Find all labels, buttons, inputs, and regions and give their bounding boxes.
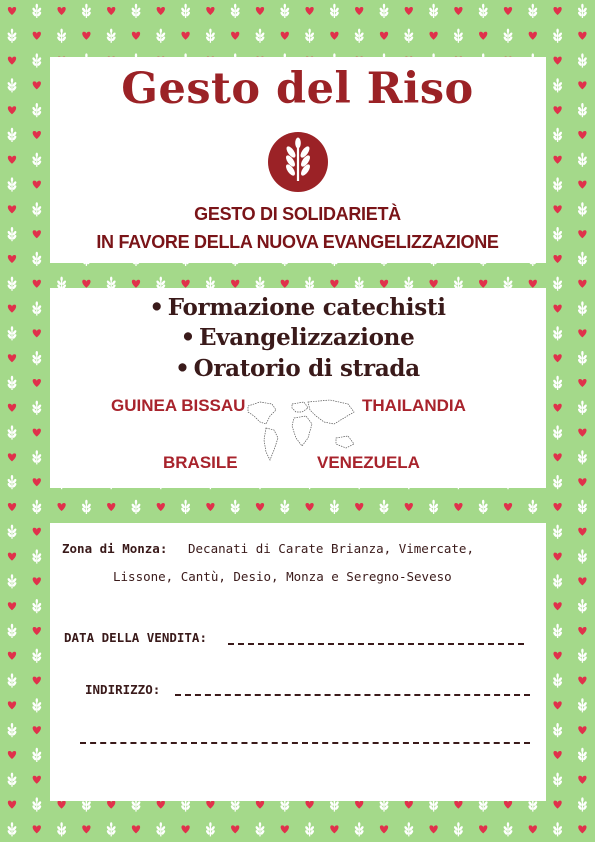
wheat-icon [57, 822, 67, 836]
wheat-icon [305, 29, 315, 43]
heart-icon [33, 726, 41, 734]
heart-icon [8, 156, 16, 164]
heart-icon [578, 429, 586, 437]
wheat-icon [553, 277, 563, 291]
subtitle-line-2: IN FAVORE DELLA NUOVA EVANGELIZZAZIONE [96, 232, 499, 252]
address-extra-line[interactable] [80, 742, 530, 744]
wheat-icon [453, 822, 463, 836]
wheat-icon [7, 525, 17, 539]
project-item [0, 324, 595, 351]
heart-icon [454, 801, 462, 809]
heart-icon [181, 32, 189, 40]
wheat-icon [32, 599, 42, 613]
heart-icon [578, 32, 586, 40]
heart-icon [553, 602, 561, 610]
wheat-icon [156, 822, 166, 836]
wheat-icon [181, 500, 191, 514]
heart-icon [578, 726, 586, 734]
wheat-icon [230, 500, 240, 514]
wheat-icon [577, 797, 587, 811]
wheat-icon [577, 599, 587, 613]
address-field-line[interactable] [175, 694, 530, 696]
wheat-icon [429, 4, 439, 18]
wheat-icon [379, 500, 389, 514]
heart-icon [8, 255, 16, 263]
heart-icon [578, 825, 586, 833]
heart-icon [256, 801, 264, 809]
heart-icon [553, 701, 561, 709]
wheat-icon [553, 822, 563, 836]
heart-icon [355, 801, 363, 809]
heart-icon [157, 503, 165, 511]
heart-icon [206, 801, 214, 809]
heart-icon [330, 280, 338, 288]
heart-icon [578, 478, 586, 486]
project-item [0, 355, 595, 382]
wheat-icon [255, 822, 265, 836]
heart-icon [429, 280, 437, 288]
wheat-icon [354, 29, 364, 43]
wheat-icon [305, 822, 315, 836]
address-label: INDIRIZZO: [85, 682, 161, 697]
date-field-line[interactable] [228, 643, 524, 645]
zone-value-line-1: Decanati di Carate Brianza, Vimercate, [188, 541, 474, 556]
heart-icon [8, 553, 16, 561]
heart-icon [454, 503, 462, 511]
heart-icon [132, 280, 140, 288]
heart-icon [553, 255, 561, 263]
heart-icon [504, 801, 512, 809]
wheat-icon [553, 177, 563, 191]
heart-icon [305, 7, 313, 15]
heart-icon [107, 7, 115, 15]
subtitle-line-1: GESTO DI SOLIDARIETÀ [194, 204, 401, 224]
wheat-icon [379, 4, 389, 18]
wheat-icon [7, 822, 17, 836]
wheat-icon [32, 450, 42, 464]
heart-icon [57, 7, 65, 15]
wheat-icon [32, 252, 42, 266]
wheat-icon [553, 723, 563, 737]
heart-icon [380, 825, 388, 833]
heart-icon [429, 32, 437, 40]
heart-icon [553, 503, 561, 511]
zone-label: Zona di Monza: [62, 541, 168, 556]
heart-icon [8, 503, 16, 511]
wheat-icon [7, 177, 17, 191]
wheat-icon [577, 450, 587, 464]
heart-icon [305, 801, 313, 809]
wheat-icon [7, 29, 17, 43]
heart-icon [529, 280, 537, 288]
heart-icon [157, 801, 165, 809]
heart-icon [33, 627, 41, 635]
wheat-icon [453, 29, 463, 43]
heart-icon [33, 677, 41, 685]
heart-icon [330, 825, 338, 833]
heart-icon [132, 32, 140, 40]
heart-icon [33, 825, 41, 833]
wheat-icon [32, 4, 42, 18]
heart-icon [33, 280, 41, 288]
wheat-icon [404, 29, 414, 43]
heart-icon [82, 825, 90, 833]
heart-icon [479, 32, 487, 40]
heart-icon [405, 7, 413, 15]
wheat-icon [404, 822, 414, 836]
heart-icon [454, 7, 462, 15]
wheat-icon [32, 797, 42, 811]
wheat-icon [81, 4, 91, 18]
bullet-dot: • [149, 294, 164, 321]
project-item-label: Oratorio di strada [193, 355, 420, 382]
project-item [0, 294, 595, 321]
bullet-dot: • [175, 355, 190, 382]
heart-icon [57, 503, 65, 511]
wheat-icon [7, 425, 17, 439]
heart-icon [231, 280, 239, 288]
wheat-icon [205, 29, 215, 43]
heart-icon [231, 825, 239, 833]
wheat-icon [32, 500, 42, 514]
heart-icon [256, 7, 264, 15]
form-panel [50, 523, 546, 801]
country-label: GUINEA BISSAU [111, 396, 246, 415]
wheat-icon [577, 698, 587, 712]
heart-icon [33, 528, 41, 536]
heart-icon [578, 577, 586, 585]
wheat-icon [528, 500, 538, 514]
heart-icon [281, 32, 289, 40]
wheat-icon [553, 673, 563, 687]
heart-icon [206, 503, 214, 511]
heart-icon [57, 801, 65, 809]
heart-icon [405, 801, 413, 809]
heart-icon [281, 280, 289, 288]
wheat-icon [7, 673, 17, 687]
wheat-icon [181, 4, 191, 18]
wheat-icon [32, 748, 42, 762]
wheat-icon [7, 723, 17, 737]
wheat-icon [577, 500, 587, 514]
heart-icon [8, 652, 16, 660]
wheat-icon [553, 525, 563, 539]
heart-icon [8, 7, 16, 15]
country-label: BRASILE [163, 453, 238, 472]
wheat-icon [280, 4, 290, 18]
wheat-icon [577, 549, 587, 563]
wheat-icon [7, 277, 17, 291]
wheat-icon [32, 401, 42, 415]
heart-icon [8, 404, 16, 412]
wheat-icon [7, 624, 17, 638]
wheat-icon [503, 822, 513, 836]
wheat-icon [553, 425, 563, 439]
heart-icon [578, 280, 586, 288]
heart-icon [553, 453, 561, 461]
heart-icon [553, 751, 561, 759]
heart-icon [82, 32, 90, 40]
heart-icon [8, 602, 16, 610]
heart-icon [355, 503, 363, 511]
heart-icon [529, 825, 537, 833]
heart-icon [181, 280, 189, 288]
wheat-icon [553, 29, 563, 43]
heart-icon [578, 627, 586, 635]
wheat-icon [57, 29, 67, 43]
heart-icon [33, 478, 41, 486]
heart-icon [578, 181, 586, 189]
heart-icon [305, 503, 313, 511]
heart-icon [553, 553, 561, 561]
heart-icon [504, 503, 512, 511]
page-title: Gesto del Riso [121, 64, 474, 114]
wheat-icon [106, 822, 116, 836]
heart-icon [33, 181, 41, 189]
wheat-icon [577, 153, 587, 167]
wheat-icon [7, 128, 17, 142]
zone-value-line-2: Lissone, Cantù, Desio, Monza e Seregno-Seveso [113, 569, 452, 584]
wheat-icon [429, 500, 439, 514]
wheat-icon [32, 153, 42, 167]
heart-icon [132, 825, 140, 833]
heart-icon [529, 32, 537, 40]
heart-icon [33, 577, 41, 585]
wheat-icon [577, 748, 587, 762]
wheat-icon [7, 475, 17, 489]
wheat-icon [230, 4, 240, 18]
wheat-icon [156, 29, 166, 43]
heart-icon [578, 677, 586, 685]
wheat-icon [553, 128, 563, 142]
country-label: THAILANDIA [362, 396, 466, 415]
wheat-icon [205, 822, 215, 836]
heart-icon [380, 32, 388, 40]
heart-icon [107, 503, 115, 511]
bullet-dot: • [180, 324, 195, 351]
heart-icon [429, 825, 437, 833]
wheat-icon [553, 475, 563, 489]
wheat-icon [577, 252, 587, 266]
heart-icon [479, 280, 487, 288]
heart-icon [33, 776, 41, 784]
heart-icon [479, 825, 487, 833]
heart-icon [553, 156, 561, 164]
wheat-icon [354, 822, 364, 836]
heart-icon [33, 429, 41, 437]
project-item-label: Formazione catechisti [167, 294, 446, 321]
heart-icon [578, 131, 586, 139]
heart-icon [281, 825, 289, 833]
wheat-icon [7, 574, 17, 588]
wheat-icon [7, 773, 17, 787]
heart-icon [8, 701, 16, 709]
wheat-icon [329, 500, 339, 514]
wheat-icon [553, 624, 563, 638]
heart-icon [553, 652, 561, 660]
heart-icon [380, 280, 388, 288]
wheat-icon [32, 649, 42, 663]
wheat-icon [131, 4, 141, 18]
heart-icon [355, 7, 363, 15]
wheat-icon [106, 29, 116, 43]
wheat-icon [577, 401, 587, 415]
heart-icon [553, 801, 561, 809]
wheat-icon [503, 29, 513, 43]
wheat-icon [553, 773, 563, 787]
wheat-icon [32, 549, 42, 563]
heart-icon [578, 528, 586, 536]
heart-icon [33, 131, 41, 139]
heart-icon [82, 280, 90, 288]
date-label: DATA DELLA VENDITA: [64, 630, 207, 645]
heart-icon [8, 751, 16, 759]
wheat-icon [478, 500, 488, 514]
wheat-icon [280, 500, 290, 514]
heart-icon [206, 7, 214, 15]
heart-icon [107, 801, 115, 809]
heart-icon [8, 453, 16, 461]
heart-icon [553, 404, 561, 412]
heart-icon [578, 776, 586, 784]
heart-icon [330, 32, 338, 40]
heart-icon [405, 503, 413, 511]
heart-icon [256, 503, 264, 511]
project-item-label: Evangelizzazione [198, 324, 415, 351]
wheat-icon [528, 4, 538, 18]
wheat-icon [553, 574, 563, 588]
heart-icon [504, 7, 512, 15]
wheat-icon [255, 29, 265, 43]
wheat-icon [577, 649, 587, 663]
wheat-icon [32, 698, 42, 712]
wheat-icon [131, 500, 141, 514]
heart-icon [33, 32, 41, 40]
heart-icon [231, 32, 239, 40]
heart-icon [157, 7, 165, 15]
heart-icon [553, 7, 561, 15]
wheat-icon [577, 4, 587, 18]
heart-icon [8, 801, 16, 809]
wheat-icon [81, 500, 91, 514]
heart-icon [181, 825, 189, 833]
wheat-icon [478, 4, 488, 18]
wheat-circle-icon [267, 131, 329, 193]
wheat-icon [329, 4, 339, 18]
country-label: VENEZUELA [317, 453, 420, 472]
